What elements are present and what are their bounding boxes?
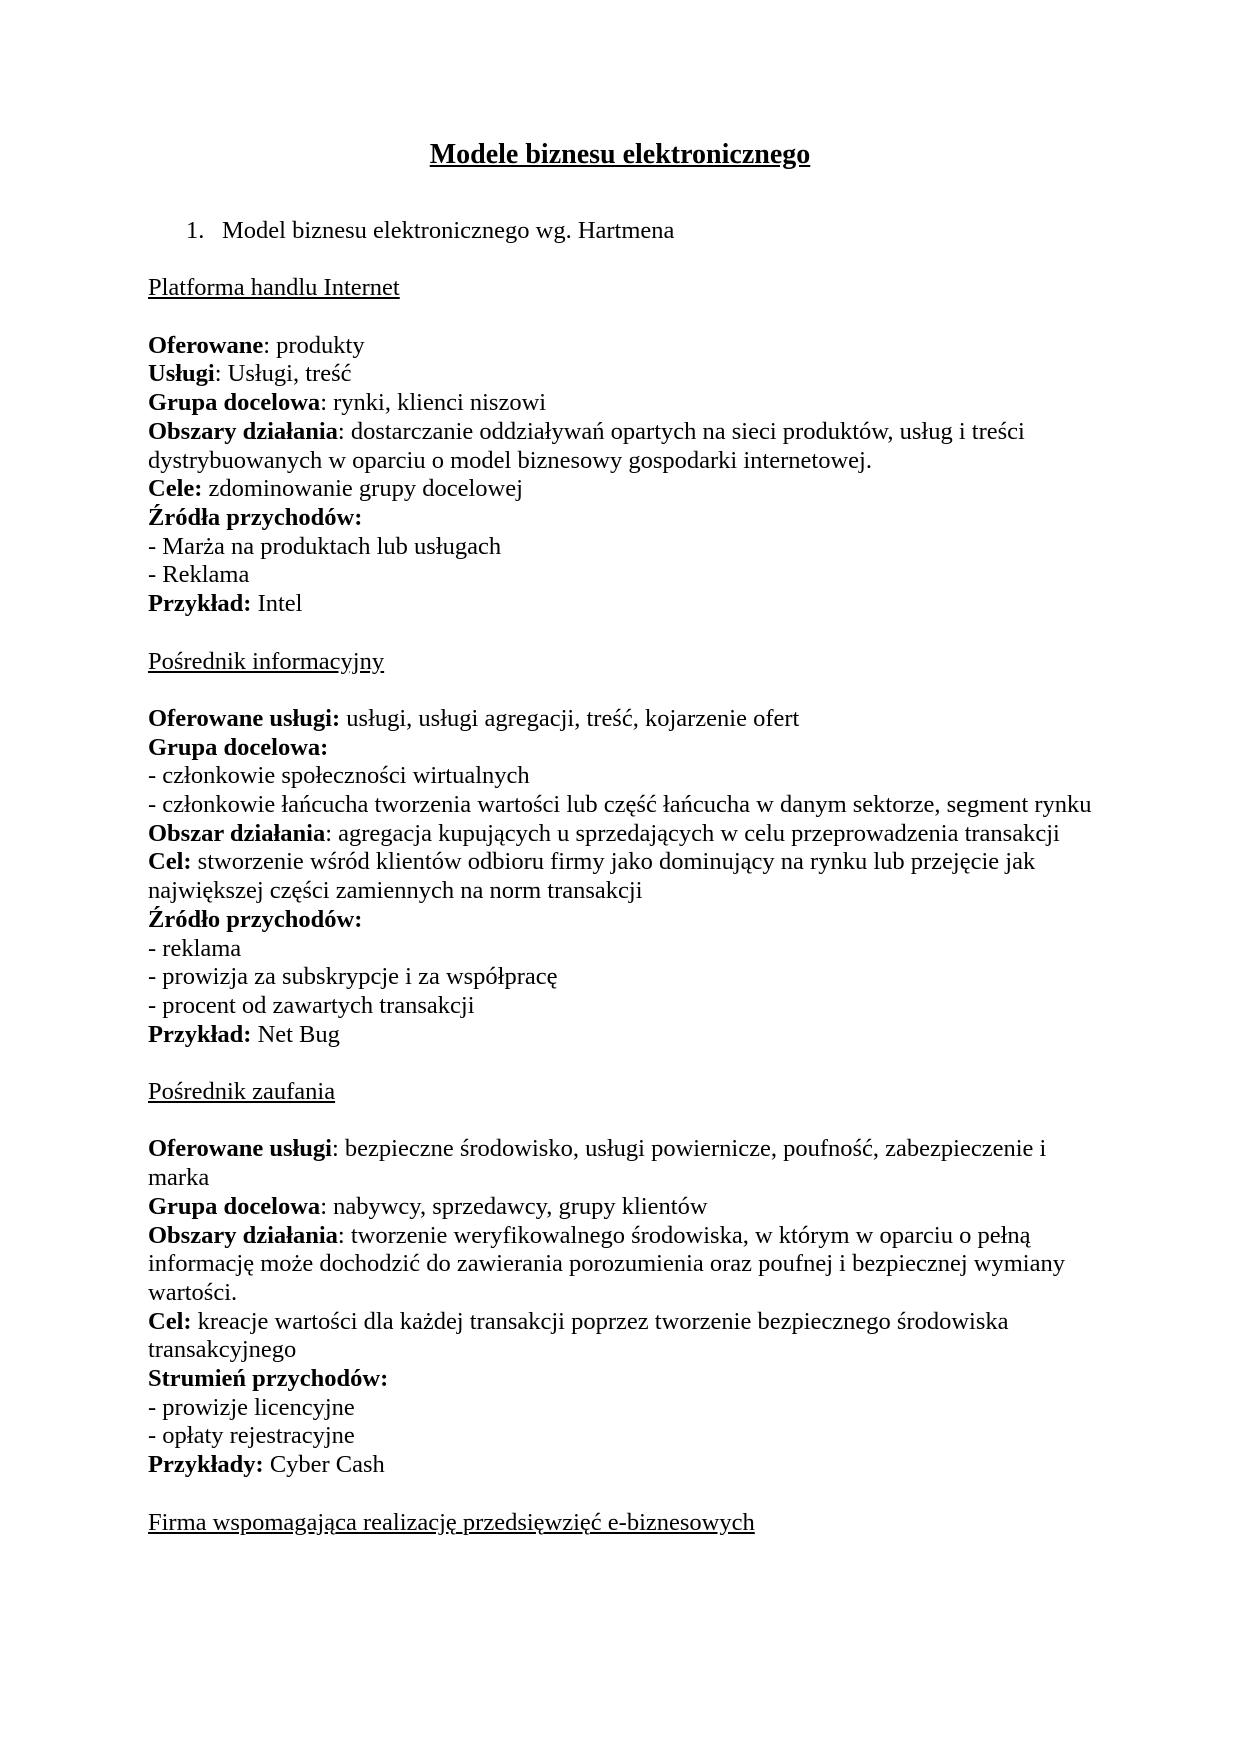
bold-label: Grupa docelowa: <box>148 733 329 761</box>
paragraph <box>148 1365 1098 1394</box>
paragraph-text: Cyber Cash <box>263 1451 385 1479</box>
bold-label: Oferowane <box>148 331 264 359</box>
paragraph <box>148 561 1098 590</box>
paragraph <box>148 1451 1098 1480</box>
paragraph-text: - reklama <box>148 934 242 962</box>
sections-container <box>148 246 1098 1538</box>
paragraph <box>148 418 1098 475</box>
paragraph <box>148 906 1098 935</box>
paragraph <box>148 504 1098 533</box>
bold-label: Strumień przychodów: <box>148 1365 389 1393</box>
blank-line <box>148 1049 1098 1078</box>
bold-label: Cele: <box>148 475 203 503</box>
paragraph-text: - Marża na produktach lub usługach <box>148 532 502 560</box>
paragraph <box>148 820 1098 849</box>
bold-label: Źródło przychodów: <box>148 905 363 933</box>
bold-label: Obszary działania <box>148 417 338 445</box>
paragraph <box>148 332 1098 361</box>
paragraph <box>148 1135 1098 1192</box>
paragraph <box>148 762 1098 791</box>
paragraph-text: usługi, usługi agregacji, treść, kojarzenie ofert <box>340 704 800 732</box>
section-heading: Pośrednik zaufania <box>148 1078 336 1106</box>
bold-label: Obszar działania <box>148 819 326 847</box>
paragraph <box>148 360 1098 389</box>
paragraph <box>148 848 1098 905</box>
document-title: Modele biznesu elektronicznego <box>429 139 811 170</box>
blank-line <box>148 619 1098 648</box>
paragraph <box>148 533 1098 562</box>
section-heading: Pośrednik informacyjny <box>148 647 385 675</box>
paragraph-text: kreacje wartości dla każdej transakcji poprzez tworzenie bezpiecznego środowiska transakcyjnego <box>148 1307 1009 1364</box>
paragraph <box>148 1308 1098 1365</box>
paragraph <box>148 1422 1098 1451</box>
paragraph <box>148 590 1098 619</box>
paragraph-text: - procent od zawartych transakcji <box>148 991 475 1019</box>
paragraph-text: : agregacja kupujących u sprzedających w celu przeprowadzenia transakcji <box>325 819 1060 847</box>
paragraph-text: - Reklama <box>148 561 250 589</box>
blank-line <box>148 303 1098 332</box>
numbered-list-item <box>148 217 1098 246</box>
paragraph-text: stworzenie wśród klientów odbioru firmy jako dominujący na rynku lub przejęcie jak największej części zamiennych na norm transakcji <box>148 848 1036 905</box>
paragraph-text: : dostarczanie oddziaływań opartych na sieci produktów, usług i treści dystrybuowanych w oparciu o model biznesowy gospodarki internetowej. <box>148 417 1025 474</box>
paragraph <box>148 1222 1098 1308</box>
paragraph-text: : tworzenie weryfikowalnego środowiska, w którym w oparciu o pełną informację może dochodzić do zawierania porozumienia oraz poufnej i bezpiecznej wymiany wartości. <box>148 1221 1065 1306</box>
paragraph-text: : produkty <box>263 331 365 359</box>
paragraph <box>148 705 1098 734</box>
list-number: 1. <box>186 217 205 244</box>
bold-label: Źródła przychodów: <box>148 504 363 531</box>
bold-label: Oferowane usługi <box>148 1135 332 1163</box>
blank-line <box>148 246 1098 275</box>
paragraph-text: Net Bug <box>251 1020 340 1048</box>
bold-label: Cel: <box>148 848 192 876</box>
paragraph-text: - opłaty rejestracyjne <box>148 1422 355 1450</box>
paragraph <box>148 992 1098 1021</box>
bold-label: Cel: <box>148 1307 192 1335</box>
paragraph <box>148 475 1098 504</box>
bold-label: Usługi <box>148 360 215 388</box>
paragraph <box>148 389 1098 418</box>
paragraph <box>148 1021 1098 1050</box>
paragraph-text: zdominowanie grupy docelowej <box>202 475 523 503</box>
bold-label: Przykład: <box>148 1020 252 1048</box>
paragraph-text: - prowizje licencyjne <box>148 1393 355 1421</box>
section-heading: Platforma handlu Internet <box>148 274 400 302</box>
document-page <box>148 138 1098 1537</box>
paragraph <box>148 791 1098 820</box>
paragraph-text: - członkowie łańcucha tworzenia wartości lub część łańcucha w danym sektorze, segment rynku <box>148 791 1092 818</box>
list-item-text: Model biznesu elektronicznego wg. Hartmena <box>222 217 675 244</box>
paragraph-text: : nabywcy, sprzedawcy, grupy klientów <box>320 1192 708 1220</box>
paragraph-text: : bezpieczne środowisko, usługi powiernicze, poufność, zabezpieczenie i marka <box>148 1135 1047 1192</box>
paragraph-text: Intel <box>251 590 303 618</box>
section-heading: Firma wspomagająca realizację przedsięwzięć e-biznesowych <box>148 1508 755 1536</box>
paragraph <box>148 935 1098 964</box>
bold-label: Obszary działania <box>148 1221 338 1249</box>
paragraph <box>148 734 1098 763</box>
blank-line <box>148 676 1098 705</box>
paragraph <box>148 1193 1098 1222</box>
blank-line <box>148 1107 1098 1136</box>
bold-label: Przykłady: <box>148 1451 264 1479</box>
paragraph <box>148 1394 1098 1423</box>
paragraph-text: - członkowie społeczności wirtualnych <box>148 762 530 790</box>
paragraph-text: - prowizja za subskrypcje i za współpracę <box>148 963 558 991</box>
bold-label: Oferowane usługi: <box>148 704 341 732</box>
bold-label: Przykład: <box>148 590 252 618</box>
paragraph-text: : Usługi, treść <box>214 360 352 388</box>
bold-label: Grupa docelowa <box>148 389 321 417</box>
bold-label: Grupa docelowa <box>148 1192 321 1220</box>
blank-line <box>148 1480 1098 1509</box>
paragraph <box>148 963 1098 992</box>
paragraph-text: : rynki, klienci niszowi <box>320 389 547 417</box>
